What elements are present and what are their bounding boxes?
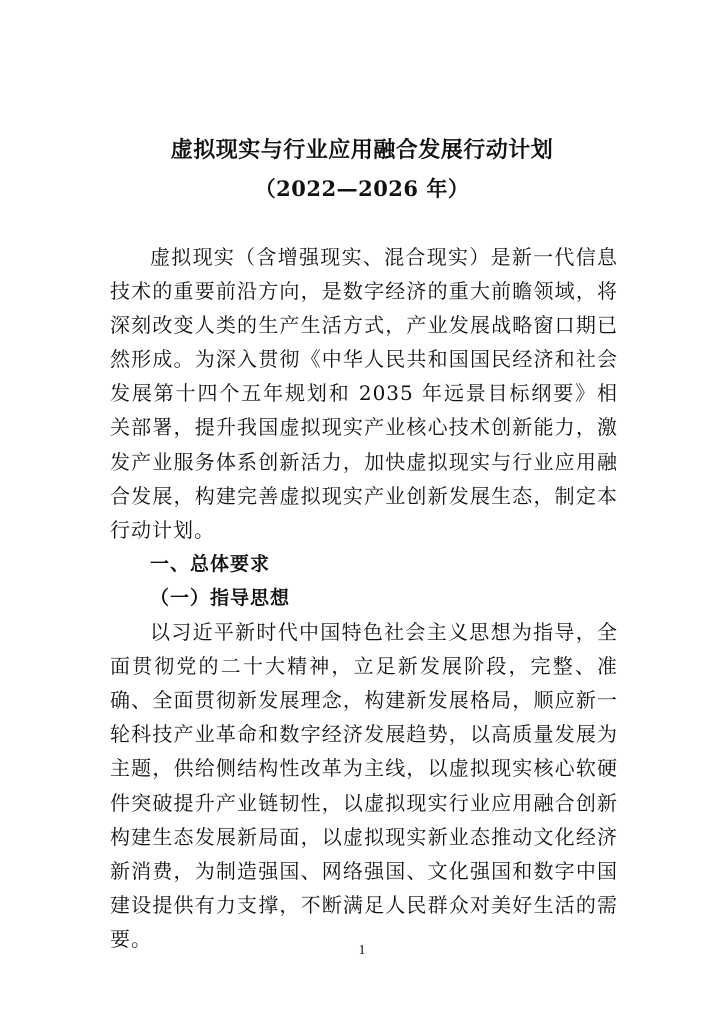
guiding-paragraph: 以习近平新时代中国特色社会主义思想为指导，全面贯彻党的二十大精神，立足新发展阶段，完整、准确、全面贯彻新发展理念，构建新发展格局，顺应新一轮科技产业革命和数字经济发展趋势，以高质量发展为主题，供给侧结构性改革为主线，以虚拟现实核心软硬件突破提升产业链韧性，以虚拟现实行业应用融合创新构建生态发展新局面，以虚拟现实新业态推动文化经济新消费，为制造强国、网络强国、文化强国和数字中国建设提供有力支撑，不断满足人民群众对美好生活的需要。 <box>110 620 618 951</box>
document-subtitle-years: （2022—2026 年） <box>254 176 470 201</box>
intro-paragraph: 虚拟现实（含增强现实、混合现实）是新一代信息技术的重要前沿方向，是数字经济的重大前瞻领域，将深刻改变人类的生产生活方式，产业发展战略窗口期已然形成。为深入贯彻《中华人民共和国国民经济和社会发展第十四个五年规划和 2035 年远景目标纲要》相关部署，提升我国虚拟现实产业核心技术创新能力，激发产业服务体系创新活力，加快虚拟现实与行业应用融合发展，构建完善虚拟现实产业创新发展生态，制定本行动计划。 <box>110 245 618 542</box>
page-number: 1 <box>358 943 366 958</box>
document-body <box>110 240 618 956</box>
subsection-heading: （一）指导思想 <box>150 586 291 609</box>
section-heading: 一、总体要求 <box>150 552 271 575</box>
document-title: 虚拟现实与行业应用融合发展行动计划 <box>170 137 554 163</box>
